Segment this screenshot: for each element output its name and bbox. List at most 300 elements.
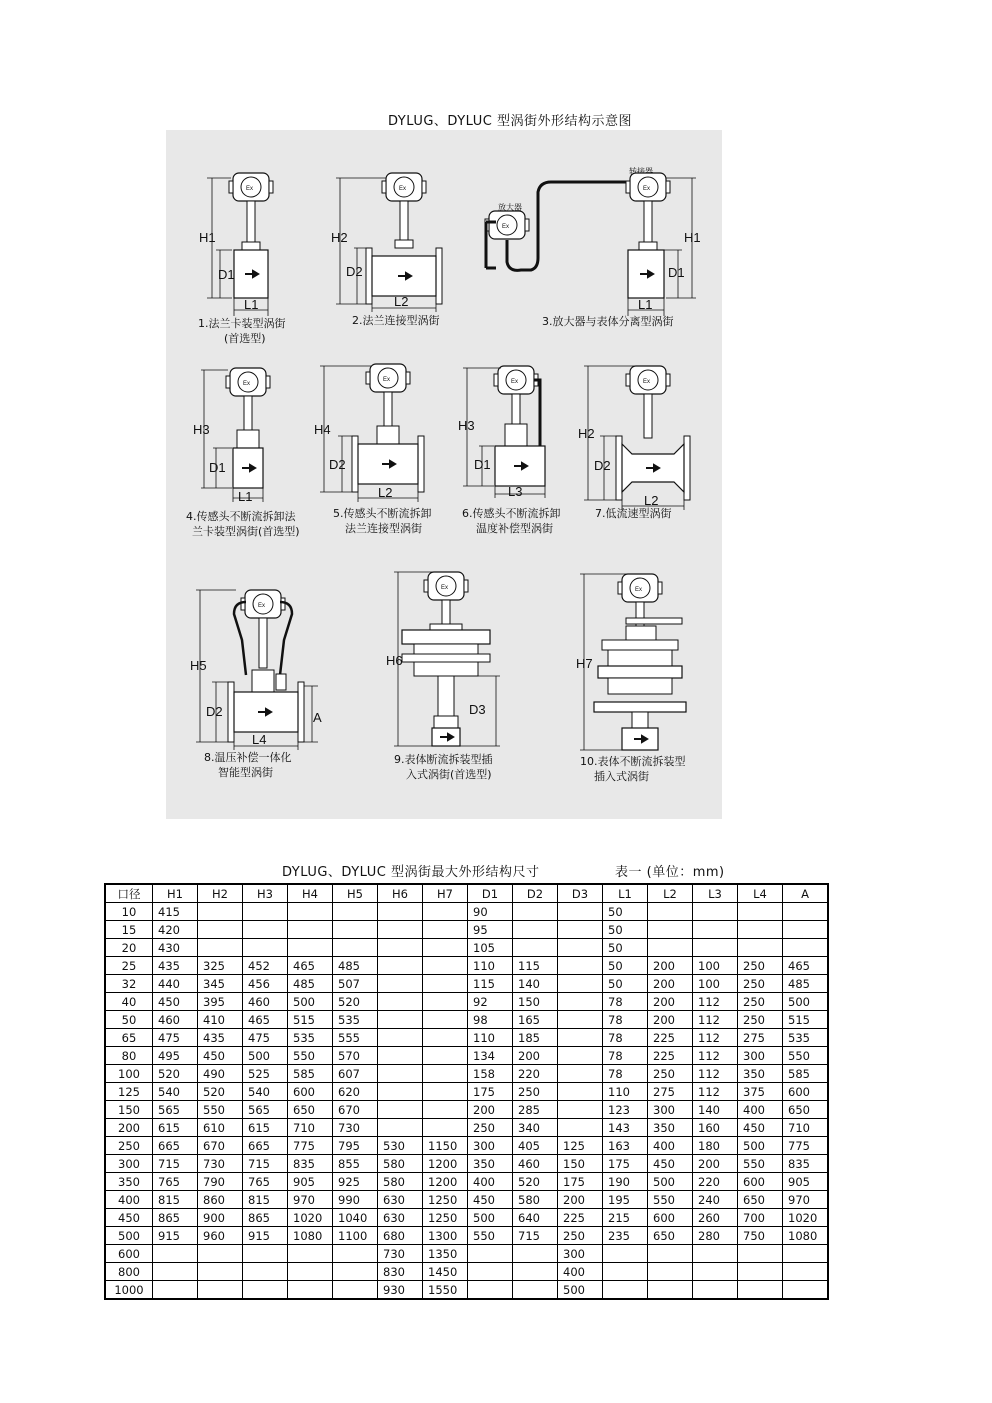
table-cell: 225 xyxy=(648,1047,693,1065)
row-header-cell: 1000 xyxy=(105,1281,153,1300)
table-cell xyxy=(558,1047,603,1065)
caption-7: 7.低流速型涡街 xyxy=(595,507,672,520)
h2-label: H2 xyxy=(331,230,348,245)
table-cell: 345 xyxy=(198,975,243,993)
table-cell xyxy=(513,1281,558,1300)
table-cell: 650 xyxy=(648,1227,693,1245)
table-cell: 1450 xyxy=(423,1263,468,1281)
table-cell: 450 xyxy=(153,993,198,1011)
table-cell: 405 xyxy=(513,1137,558,1155)
table-cell xyxy=(198,1245,243,1263)
table-cell: 250 xyxy=(468,1119,513,1137)
table-cell: 50 xyxy=(603,957,648,975)
table-cell xyxy=(783,921,829,939)
column-header: H5 xyxy=(333,884,378,903)
column-header: D1 xyxy=(468,884,513,903)
table-cell xyxy=(378,1119,423,1137)
table-cell xyxy=(288,1245,333,1263)
table-cell: 112 xyxy=(693,1065,738,1083)
table-cell: 990 xyxy=(333,1191,378,1209)
table-cell xyxy=(378,957,423,975)
table-cell xyxy=(603,1245,648,1263)
table-row xyxy=(105,1083,828,1101)
table-cell: 580 xyxy=(378,1155,423,1173)
d1-label-4: D1 xyxy=(209,460,226,475)
table-cell: 200 xyxy=(648,975,693,993)
column-header: H3 xyxy=(243,884,288,903)
table-cell: 580 xyxy=(513,1191,558,1209)
table-cell: 507 xyxy=(333,975,378,993)
caption-1: 1.法兰卡装型涡街 (首选型) xyxy=(198,317,286,345)
table-cell: 500 xyxy=(738,1137,783,1155)
table-cell xyxy=(783,903,829,921)
caption-9: 9.表体断流拆装型插 入式涡街(首选型) xyxy=(394,753,493,781)
table-row xyxy=(105,1191,828,1209)
table-cell xyxy=(693,903,738,921)
l1-label-3: L1 xyxy=(638,297,653,312)
table-cell xyxy=(198,921,243,939)
table-cell: 580 xyxy=(378,1173,423,1191)
table-unit-note: 表一 (单位：mm) xyxy=(615,865,725,880)
table-cell xyxy=(423,1119,468,1137)
table-cell: 500 xyxy=(558,1281,603,1300)
table-cell: 650 xyxy=(288,1101,333,1119)
table-cell xyxy=(423,921,468,939)
table-cell: 134 xyxy=(468,1047,513,1065)
figure-title: DYLUG、DYLUC 型涡街外形结构示意图 xyxy=(388,114,632,129)
table-cell: 520 xyxy=(333,993,378,1011)
table-cell xyxy=(243,1245,288,1263)
table-cell: 750 xyxy=(738,1227,783,1245)
h2-label-7: H2 xyxy=(578,426,595,441)
table-cell: 452 xyxy=(243,957,288,975)
ex-mark: Ex xyxy=(246,186,254,192)
table-cell: 540 xyxy=(243,1083,288,1101)
table-cell xyxy=(198,1281,243,1300)
column-header: H6 xyxy=(378,884,423,903)
diagram-3 xyxy=(485,166,701,316)
column-header: L1 xyxy=(603,884,648,903)
table-cell: 775 xyxy=(288,1137,333,1155)
table-cell: 905 xyxy=(288,1173,333,1191)
table-cell: 410 xyxy=(198,1011,243,1029)
table-cell: 550 xyxy=(468,1227,513,1245)
table-cell: 475 xyxy=(243,1029,288,1047)
table-cell: 250 xyxy=(738,993,783,1011)
table-cell: 350 xyxy=(738,1065,783,1083)
table-cell: 350 xyxy=(468,1155,513,1173)
table-cell: 200 xyxy=(648,993,693,1011)
table-cell xyxy=(378,975,423,993)
table-cell: 930 xyxy=(378,1281,423,1300)
table-cell: 175 xyxy=(603,1155,648,1173)
table-cell xyxy=(288,1263,333,1281)
diagram-panel xyxy=(166,130,722,819)
ex-mark: Ex xyxy=(441,585,449,591)
table-cell: 630 xyxy=(378,1191,423,1209)
table-cell: 710 xyxy=(783,1119,829,1137)
table-cell xyxy=(423,903,468,921)
table-cell: 140 xyxy=(513,975,558,993)
table-cell: 520 xyxy=(153,1065,198,1083)
adapter-label: 转接器 xyxy=(629,167,653,176)
table-cell: 450 xyxy=(198,1047,243,1065)
table-cell: 50 xyxy=(603,975,648,993)
row-header-cell: 20 xyxy=(105,939,153,957)
table-cell xyxy=(558,903,603,921)
table-cell: 190 xyxy=(603,1173,648,1191)
table-cell xyxy=(198,1263,243,1281)
table-cell: 710 xyxy=(288,1119,333,1137)
table-cell: 50 xyxy=(603,939,648,957)
table-cell: 600 xyxy=(288,1083,333,1101)
table-cell xyxy=(558,993,603,1011)
table-cell: 485 xyxy=(333,957,378,975)
table-cell: 1150 xyxy=(423,1137,468,1155)
row-header-cell: 400 xyxy=(105,1191,153,1209)
table-cell: 78 xyxy=(603,1065,648,1083)
caption-5: 5.传感头不断流拆卸 法兰连接型涡街 xyxy=(333,507,432,535)
table-cell xyxy=(648,921,693,939)
table-cell: 530 xyxy=(378,1137,423,1155)
table-cell: 165 xyxy=(513,1011,558,1029)
table-cell: 300 xyxy=(648,1101,693,1119)
table-cell: 175 xyxy=(468,1083,513,1101)
table-row xyxy=(105,957,828,975)
table-cell xyxy=(378,993,423,1011)
table-body xyxy=(105,903,828,1300)
table-cell: 123 xyxy=(603,1101,648,1119)
table-cell xyxy=(558,921,603,939)
table-cell xyxy=(783,1245,829,1263)
table-cell: 515 xyxy=(783,1011,829,1029)
table-cell: 105 xyxy=(468,939,513,957)
table-row xyxy=(105,1137,828,1155)
table-row xyxy=(105,1011,828,1029)
table-cell: 195 xyxy=(603,1191,648,1209)
table-cell: 300 xyxy=(738,1047,783,1065)
table-cell: 275 xyxy=(648,1083,693,1101)
ex-mark: Ex xyxy=(643,186,651,192)
ex-mark: Ex xyxy=(383,377,391,383)
table-cell: 535 xyxy=(333,1011,378,1029)
row-header-cell: 800 xyxy=(105,1263,153,1281)
table-cell: 185 xyxy=(513,1029,558,1047)
table-cell: 650 xyxy=(783,1101,829,1119)
table-cell: 260 xyxy=(693,1209,738,1227)
table-cell: 112 xyxy=(693,993,738,1011)
table-cell: 600 xyxy=(783,1083,829,1101)
row-header-cell: 15 xyxy=(105,921,153,939)
amplifier-label: 放大器 xyxy=(498,203,522,212)
table-cell: 665 xyxy=(243,1137,288,1155)
table-cell: 50 xyxy=(603,903,648,921)
table-cell: 565 xyxy=(153,1101,198,1119)
table-cell: 815 xyxy=(243,1191,288,1209)
table-cell: 540 xyxy=(153,1083,198,1101)
column-header: L3 xyxy=(693,884,738,903)
a-label: A xyxy=(313,710,322,725)
table-row xyxy=(105,1263,828,1281)
table-cell: 500 xyxy=(243,1047,288,1065)
l4-label: L4 xyxy=(252,732,267,747)
d2-label-5: D2 xyxy=(329,457,346,472)
table-cell: 925 xyxy=(333,1173,378,1191)
table-cell: 715 xyxy=(153,1155,198,1173)
table-row xyxy=(105,1173,828,1191)
caption-6: 6.传感头不断流拆卸 温度补偿型涡街 xyxy=(462,507,561,535)
row-header-cell: 50 xyxy=(105,1011,153,1029)
table-cell xyxy=(333,1245,378,1263)
table-row xyxy=(105,1119,828,1137)
table-cell xyxy=(693,1281,738,1300)
table-cell: 150 xyxy=(558,1155,603,1173)
table-cell: 95 xyxy=(468,921,513,939)
table-cell: 815 xyxy=(153,1191,198,1209)
table-row xyxy=(105,975,828,993)
h3-label: H3 xyxy=(193,422,210,437)
table-cell: 400 xyxy=(468,1173,513,1191)
row-header-cell: 65 xyxy=(105,1029,153,1047)
table-cell: 300 xyxy=(558,1245,603,1263)
table-cell xyxy=(423,1065,468,1083)
table-cell xyxy=(738,939,783,957)
table-cell: 325 xyxy=(198,957,243,975)
table-cell xyxy=(603,1281,648,1300)
row-header-cell: 600 xyxy=(105,1245,153,1263)
table-cell: 112 xyxy=(693,1011,738,1029)
table-cell: 78 xyxy=(603,993,648,1011)
table-cell xyxy=(558,939,603,957)
table-cell: 585 xyxy=(288,1065,333,1083)
table-cell: 115 xyxy=(468,975,513,993)
table-cell: 250 xyxy=(738,975,783,993)
table-cell: 500 xyxy=(468,1209,513,1227)
table-cell: 465 xyxy=(243,1011,288,1029)
table-row xyxy=(105,993,828,1011)
table-cell: 915 xyxy=(243,1227,288,1245)
table-cell: 715 xyxy=(513,1227,558,1245)
table-cell: 163 xyxy=(603,1137,648,1155)
table-cell: 225 xyxy=(558,1209,603,1227)
table-cell: 450 xyxy=(468,1191,513,1209)
l2-label-7: L2 xyxy=(644,493,659,508)
caption-10: 10.表体不断流拆装型 插入式涡街 xyxy=(580,755,686,783)
table-cell: 835 xyxy=(288,1155,333,1173)
table-cell: 450 xyxy=(648,1155,693,1173)
table-cell: 520 xyxy=(198,1083,243,1101)
table-cell: 92 xyxy=(468,993,513,1011)
table-cell xyxy=(693,921,738,939)
table-cell xyxy=(288,1281,333,1300)
table-cell xyxy=(648,1245,693,1263)
table-title: DYLUG、DYLUC 型涡街最大外形结构尺寸 xyxy=(282,865,540,880)
table-cell: 1200 xyxy=(423,1155,468,1173)
table-cell xyxy=(468,1281,513,1300)
table-cell: 78 xyxy=(603,1011,648,1029)
caption-4: 4.传感头不断流拆卸法 兰卡装型涡街(首选型) xyxy=(186,510,300,538)
column-header: L4 xyxy=(738,884,783,903)
table-cell: 490 xyxy=(198,1065,243,1083)
table-cell: 400 xyxy=(648,1137,693,1155)
table-cell xyxy=(288,939,333,957)
table-cell: 795 xyxy=(333,1137,378,1155)
table-cell xyxy=(648,903,693,921)
table-cell: 215 xyxy=(603,1209,648,1227)
table-cell: 1550 xyxy=(423,1281,468,1300)
table-cell: 835 xyxy=(783,1155,829,1173)
table-cell: 100 xyxy=(693,975,738,993)
table-cell xyxy=(333,1281,378,1300)
l3-label: L3 xyxy=(508,484,523,499)
table-cell: 465 xyxy=(288,957,333,975)
table-cell: 520 xyxy=(513,1173,558,1191)
table-cell xyxy=(693,1245,738,1263)
table-cell: 900 xyxy=(198,1209,243,1227)
table-cell: 610 xyxy=(198,1119,243,1137)
row-header-cell: 125 xyxy=(105,1083,153,1101)
table-cell xyxy=(378,921,423,939)
row-header-cell: 150 xyxy=(105,1101,153,1119)
diagram-6 xyxy=(458,366,545,499)
table-cell: 440 xyxy=(153,975,198,993)
table-cell: 450 xyxy=(738,1119,783,1137)
table-cell: 1020 xyxy=(783,1209,829,1227)
table-cell: 100 xyxy=(693,957,738,975)
diagram-10 xyxy=(576,574,686,750)
l2-label-5: L2 xyxy=(378,485,393,500)
table-cell: 175 xyxy=(558,1173,603,1191)
column-header: H7 xyxy=(423,884,468,903)
table-cell: 78 xyxy=(603,1047,648,1065)
ex-mark: Ex xyxy=(635,587,643,593)
table-cell xyxy=(558,957,603,975)
table-cell xyxy=(783,939,829,957)
d2-label-8: D2 xyxy=(206,704,223,719)
table-cell: 670 xyxy=(333,1101,378,1119)
table-cell: 620 xyxy=(333,1083,378,1101)
table-cell: 865 xyxy=(153,1209,198,1227)
table-cell: 395 xyxy=(198,993,243,1011)
row-header-cell: 450 xyxy=(105,1209,153,1227)
table-cell: 775 xyxy=(783,1137,829,1155)
table-cell: 535 xyxy=(288,1029,333,1047)
table-cell: 98 xyxy=(468,1011,513,1029)
d1-label-3: D1 xyxy=(668,265,685,280)
table-cell: 275 xyxy=(738,1029,783,1047)
table-cell: 240 xyxy=(693,1191,738,1209)
d2-label: D2 xyxy=(346,264,363,279)
table-cell: 250 xyxy=(738,957,783,975)
table-cell: 960 xyxy=(198,1227,243,1245)
table-cell xyxy=(288,903,333,921)
l1-label: L1 xyxy=(244,297,259,312)
h4-label: H4 xyxy=(314,422,331,437)
table-cell: 90 xyxy=(468,903,513,921)
table-cell: 1020 xyxy=(288,1209,333,1227)
table-cell: 50 xyxy=(603,921,648,939)
table-cell: 1080 xyxy=(783,1227,829,1245)
table-cell xyxy=(423,1011,468,1029)
ex-mark: Ex xyxy=(258,603,266,609)
table-cell: 420 xyxy=(153,921,198,939)
table-row xyxy=(105,939,828,957)
h5-label: H5 xyxy=(190,658,207,673)
diagram-2 xyxy=(331,173,442,312)
table-cell xyxy=(243,1281,288,1300)
table-cell: 485 xyxy=(783,975,829,993)
table-cell xyxy=(603,1263,648,1281)
table-cell: 650 xyxy=(738,1191,783,1209)
d3-label: D3 xyxy=(469,702,486,717)
table-cell xyxy=(558,1083,603,1101)
table-cell: 550 xyxy=(288,1047,333,1065)
table-cell: 1040 xyxy=(333,1209,378,1227)
table-cell xyxy=(558,1011,603,1029)
table-cell: 200 xyxy=(648,1011,693,1029)
caption-3: 3.放大器与表体分离型涡街 xyxy=(542,315,674,328)
table-cell: 465 xyxy=(783,957,829,975)
table-cell xyxy=(378,1101,423,1119)
column-header: 口径 xyxy=(105,884,153,903)
table-cell xyxy=(423,1101,468,1119)
table-cell: 550 xyxy=(738,1155,783,1173)
table-cell: 456 xyxy=(243,975,288,993)
table-cell xyxy=(153,1245,198,1263)
table-cell: 585 xyxy=(783,1065,829,1083)
h3-label-6: H3 xyxy=(458,418,475,433)
column-header: L2 xyxy=(648,884,693,903)
table-row xyxy=(105,1065,828,1083)
table-cell xyxy=(468,1263,513,1281)
table-cell: 250 xyxy=(648,1065,693,1083)
flowmeter-diagrams xyxy=(166,130,722,819)
table-cell: 485 xyxy=(288,975,333,993)
table-cell: 860 xyxy=(198,1191,243,1209)
table-cell xyxy=(648,939,693,957)
table-cell xyxy=(558,975,603,993)
table-cell xyxy=(738,1263,783,1281)
column-header: A xyxy=(783,884,829,903)
table-cell: 280 xyxy=(693,1227,738,1245)
table-cell xyxy=(693,939,738,957)
table-cell: 570 xyxy=(333,1047,378,1065)
table-cell: 200 xyxy=(468,1101,513,1119)
table-cell xyxy=(423,1029,468,1047)
h7-label: H7 xyxy=(576,656,593,671)
table-cell xyxy=(558,1101,603,1119)
table-cell xyxy=(333,939,378,957)
table-cell: 640 xyxy=(513,1209,558,1227)
table-cell xyxy=(243,921,288,939)
table-cell: 565 xyxy=(243,1101,288,1119)
table-row xyxy=(105,1281,828,1300)
column-header: H1 xyxy=(153,884,198,903)
table-cell xyxy=(153,1263,198,1281)
table-cell: 730 xyxy=(378,1245,423,1263)
table-row xyxy=(105,1245,828,1263)
table-cell xyxy=(648,1281,693,1300)
table-cell: 78 xyxy=(603,1029,648,1047)
table-cell: 112 xyxy=(693,1029,738,1047)
table-cell xyxy=(423,993,468,1011)
table-cell: 680 xyxy=(378,1227,423,1245)
diagram-9 xyxy=(386,572,500,746)
table-cell xyxy=(693,1263,738,1281)
table-cell xyxy=(288,921,333,939)
row-header-cell: 10 xyxy=(105,903,153,921)
table-cell: 285 xyxy=(513,1101,558,1119)
